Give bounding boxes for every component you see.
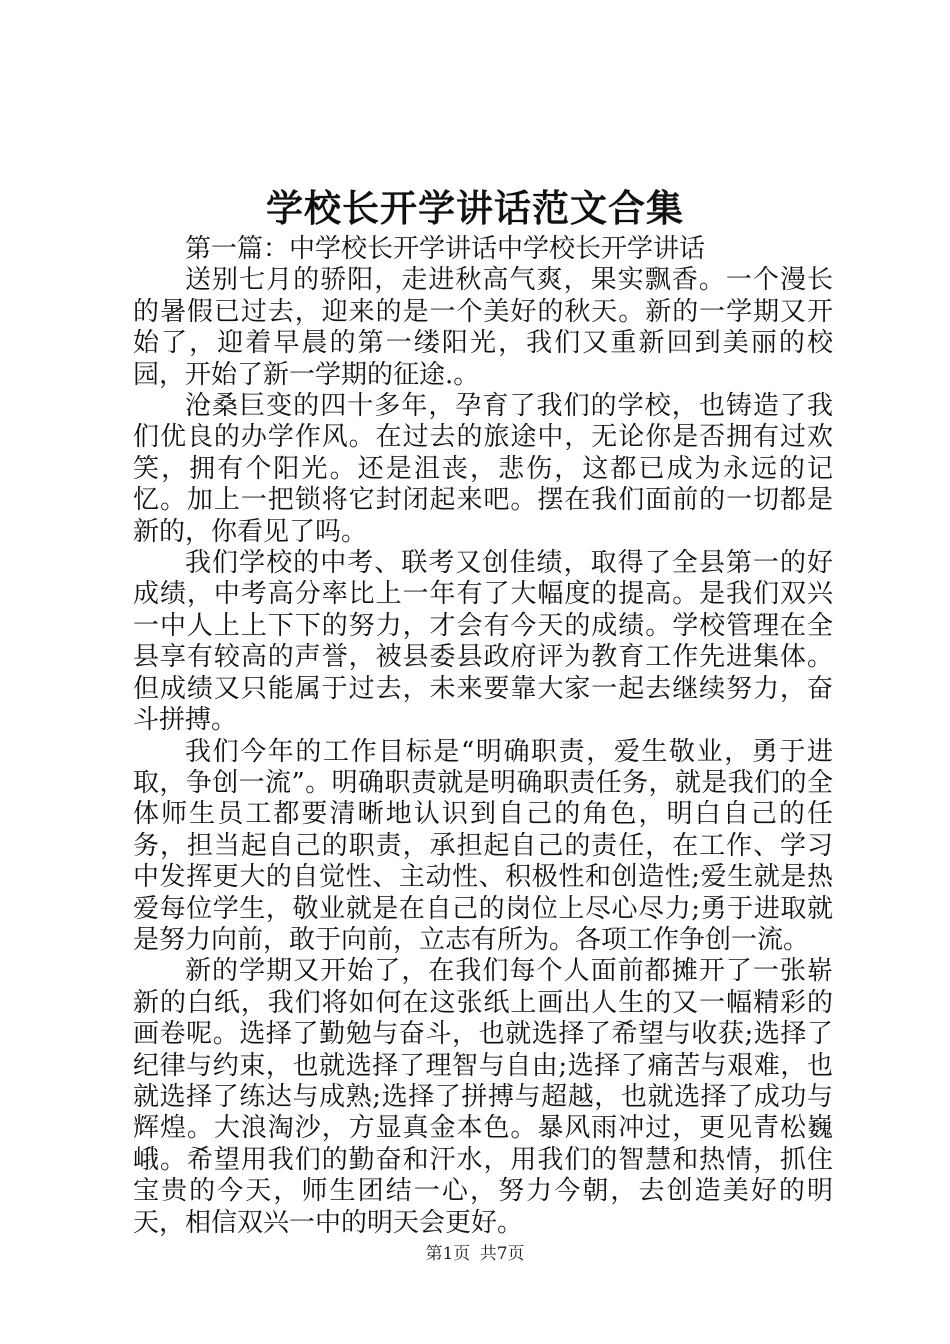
document-title: 学校长开学讲话范文合集 <box>266 187 684 230</box>
paragraph: 沧桑巨变的四十多年，孕育了我们的学校，也铸造了我们优良的办学作风。在过去的旅途中，无论你是否拥有过欢笑，拥有个阳光。还是沮丧，悲伤，这都已成为永远的记忆。加上一把锁将它封闭起来吧。摆在我们面前的一切都是新的，你看见了吗。 <box>133 391 833 547</box>
paragraph: 我们今年的工作目标是“明确职责，爱生敬业，勇于进取，争创一流”。明确职责就是明确职责任务，就是我们的全体师生员工都要清晰地认识到自己的角色，明白自己的任务，担当起自己的职责，承担起自己的责任，在工作、学习中发挥更大的自觉性、主动性、积极性和创造性;爱生就是热爱每位学生，敬业就是在自己的岗位上尽心尽力;勇于进取就是努力向前，敢于向前，立志有所为。各项工作争创一流。 <box>133 736 833 955</box>
paragraph: 我们学校的中考、联考又创佳绩，取得了全县第一的好成绩，中考高分率比上一年有了大幅度的提高。是我们双兴一中人上上下下的努力，才会有今天的成绩。学校管理在全县享有较高的声誉，被县委县政府评为教育工作先进集体。但成绩又只能属于过去，未来要靠大家一起去继续努力，奋斗拼搏。 <box>133 548 833 736</box>
paragraph-heading: 第一篇：中学校长开学讲话中学校长开学讲话 <box>185 234 706 264</box>
paragraph: 新的学期又开始了，在我们每个人面前都摊开了一张崭新的白纸，我们将如何在这张纸上画出人生的又一幅精彩的画卷呢。选择了勤勉与奋斗，也就选择了希望与收获;选择了纪律与约束，也就选择了理智与自由;选择了痛苦与艰难，也就选择了练达与成熟;选择了拼搏与超越，也就选择了成功与辉煌。大浪淘沙，方显真金本色。暴风雨冲过，更见青松巍峨。希望用我们的勤奋和汗水，用我们的智慧和热情，抓住宝贵的今天，师生团结一心，努力今朝，去创造美好的明天，相信双兴一中的明天会更好。 <box>133 956 833 1238</box>
document-body <box>133 234 833 1239</box>
page-number: 第1页 <box>425 1244 471 1264</box>
paragraph: 送别七月的骄阳，走进秋高气爽，果实飘香。一个漫长的暑假已过去，迎来的是一个美好的秋天。新的一学期又开始了，迎着早晨的第一缕阳光，我们又重新回到美丽的校园，开始了新一学期的征途.。 <box>133 265 833 390</box>
page-footer <box>0 1243 950 1265</box>
page-total: 共7页 <box>479 1244 525 1264</box>
